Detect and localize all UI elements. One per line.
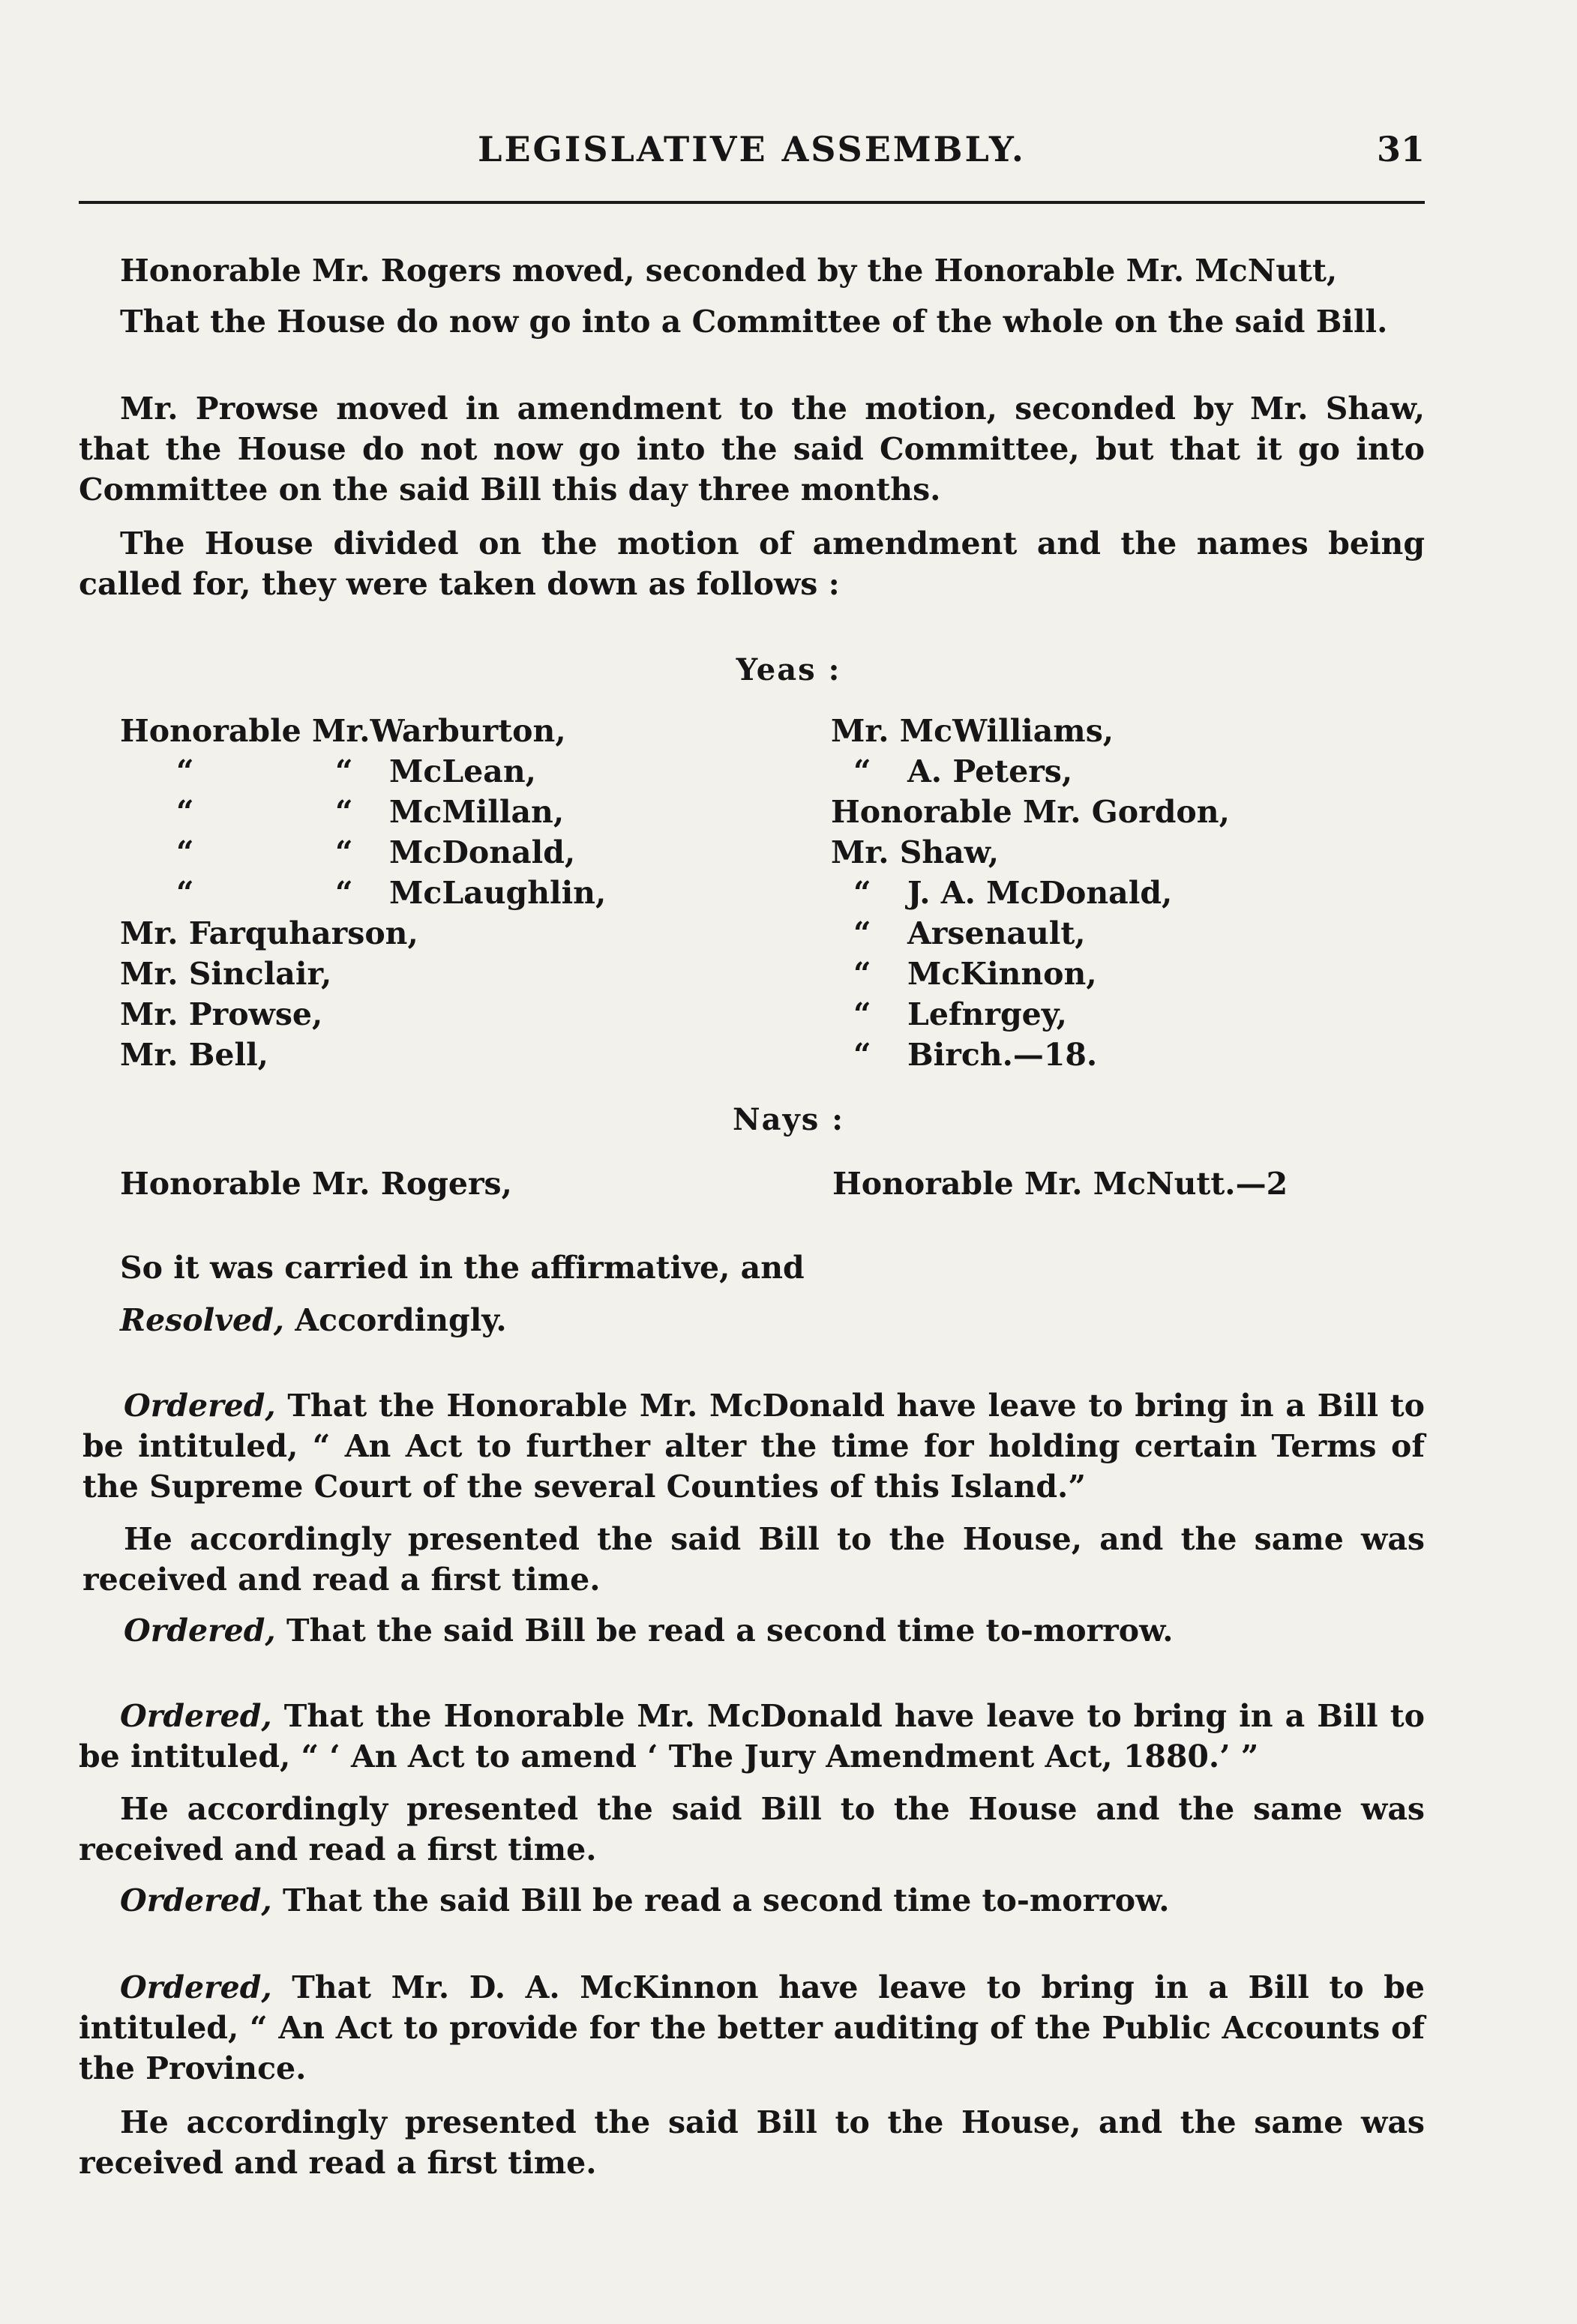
yea-row: Honorable Mr. Gordon,	[831, 794, 1230, 830]
ditto-mark: “	[853, 915, 871, 951]
yea-name: J. A. McDonald,	[907, 875, 1173, 911]
order-3-presented: He accordingly presented the said Bill to the House, and the same was received and read a first time.	[79, 2104, 1425, 2181]
resolved-line	[120, 1300, 507, 1340]
yea-row	[120, 792, 795, 832]
resolved-rest: Accordingly.	[284, 1302, 507, 1338]
yea-row	[120, 873, 795, 913]
yeas-left-column	[120, 711, 795, 1075]
yea-name: McLean,	[389, 753, 536, 789]
resolved-word: Resolved,	[120, 1302, 285, 1338]
order-2-second-reading	[79, 1880, 1425, 1921]
ditto-mark: “	[335, 753, 353, 789]
ditto-mark: “	[853, 1037, 871, 1073]
motion-line-2: That the House do now go into a Committee of the whole on the said Bill.	[120, 304, 1388, 340]
yea-row: Mr. Prowse,	[120, 996, 323, 1032]
yea-name: McMillan,	[389, 794, 565, 830]
nay-left: Honorable Mr. Rogers,	[120, 1166, 512, 1202]
page-header	[79, 129, 1425, 178]
yea-row: Mr. Sinclair,	[120, 956, 332, 992]
yeas-right-column	[831, 711, 1416, 1075]
ditto-mark: “	[335, 834, 353, 870]
motion-line-1: Honorable Mr. Rogers moved, seconded by the Honorable Mr. McNutt,	[120, 253, 1338, 289]
yeas-heading: Yeas :	[736, 652, 841, 687]
ditto-mark: “	[176, 834, 194, 870]
yea-row: Mr. McWilliams,	[831, 713, 1114, 749]
yea-name: McKinnon,	[907, 956, 1097, 992]
yea-name: Birch.—18.	[907, 1037, 1098, 1073]
page-number: 31	[1376, 129, 1425, 169]
order-text: That Mr. D. A. McKinnon have leave to bring in a Bill to be intituled, “ An Act to provide for the better auditing of the Public Accounts of the Province.	[79, 1969, 1425, 2086]
order-1-second-reading	[82, 1610, 1425, 1651]
ditto-mark: “	[853, 956, 871, 992]
ditto-mark: “	[853, 996, 871, 1032]
yea-row	[831, 751, 1416, 792]
yea-name: A. Peters,	[907, 753, 1073, 789]
order-text: That the said Bill be read a second time to-morrow.	[275, 1613, 1174, 1649]
ordered-word: Ordered,	[120, 1698, 272, 1734]
yea-row: Mr. Shaw,	[831, 834, 999, 870]
nay-right: Honorable Mr. McNutt.—2	[832, 1166, 1288, 1202]
result-line: So it was carried in the affirmative, and	[120, 1250, 805, 1286]
order-text: That the said Bill be read a second time to-morrow.	[271, 1882, 1170, 1918]
order-3-paragraph	[79, 1967, 1425, 2089]
yea-row: Mr. Farquharson,	[120, 915, 418, 951]
page-title: LEGISLATIVE ASSEMBLY.	[478, 129, 1026, 169]
yea-row	[120, 751, 795, 792]
division-paragraph: The House divided on the motion of amendment and the names being called for, they were taken down as follows :	[79, 526, 1425, 602]
order-text: That the Honorable Mr. McDonald have leave to bring in a Bill to be intituled, “ ‘ An Act to amend ‘ The Jury Amendment Act, 1880.’ ”	[79, 1698, 1425, 1774]
yea-row	[831, 954, 1416, 994]
yea-row	[831, 994, 1416, 1035]
yea-name: McLaughlin,	[389, 875, 607, 911]
order-1-paragraph	[82, 1385, 1425, 1507]
yea-row	[831, 913, 1416, 954]
ditto-mark: “	[853, 875, 871, 911]
yea-name: McDonald,	[389, 834, 576, 870]
ordered-word: Ordered,	[120, 1882, 272, 1918]
ordered-word: Ordered,	[124, 1613, 276, 1649]
order-1-presented: He accordingly presented the said Bill to the House, and the same was received and read a first time.	[82, 1521, 1425, 1598]
yea-row	[120, 832, 795, 873]
order-2-paragraph	[79, 1696, 1425, 1777]
yea-row	[120, 711, 795, 751]
amendment-paragraph: Mr. Prowse moved in amendment to the motion, seconded by Mr. Shaw, that the House do not now go into the said Committee, but that it go into Committee on the said Bill this day three months.	[79, 391, 1425, 508]
ditto-mark: “	[176, 753, 194, 789]
yea-row	[831, 1035, 1416, 1075]
ditto-mark: “	[335, 794, 353, 830]
order-text: That the Honorable Mr. McDonald have leave to bring in a Bill to be intituled, “ An Act to further alter the time for holding certain Terms of the Supreme Court of the several Counties of this Island.”	[82, 1388, 1425, 1505]
ditto-mark: “	[176, 875, 194, 911]
header-rule	[79, 201, 1425, 204]
yea-prefix: Honorable Mr.	[120, 713, 370, 749]
yea-name: Arsenault,	[907, 915, 1086, 951]
yea-name: Lefnrgey,	[907, 996, 1067, 1032]
ditto-mark: “	[176, 794, 194, 830]
yea-row: Mr. Bell,	[120, 1037, 268, 1073]
ditto-mark: “	[853, 753, 871, 789]
ordered-word: Ordered,	[120, 1969, 272, 2005]
yea-row	[831, 873, 1416, 913]
ordered-word: Ordered,	[124, 1388, 276, 1424]
nays-heading: Nays :	[733, 1102, 844, 1137]
ditto-mark: “	[335, 875, 353, 911]
yea-name: Warburton,	[370, 713, 566, 749]
order-2-presented: He accordingly presented the said Bill to the House and the same was received and read a first time.	[79, 1791, 1425, 1867]
